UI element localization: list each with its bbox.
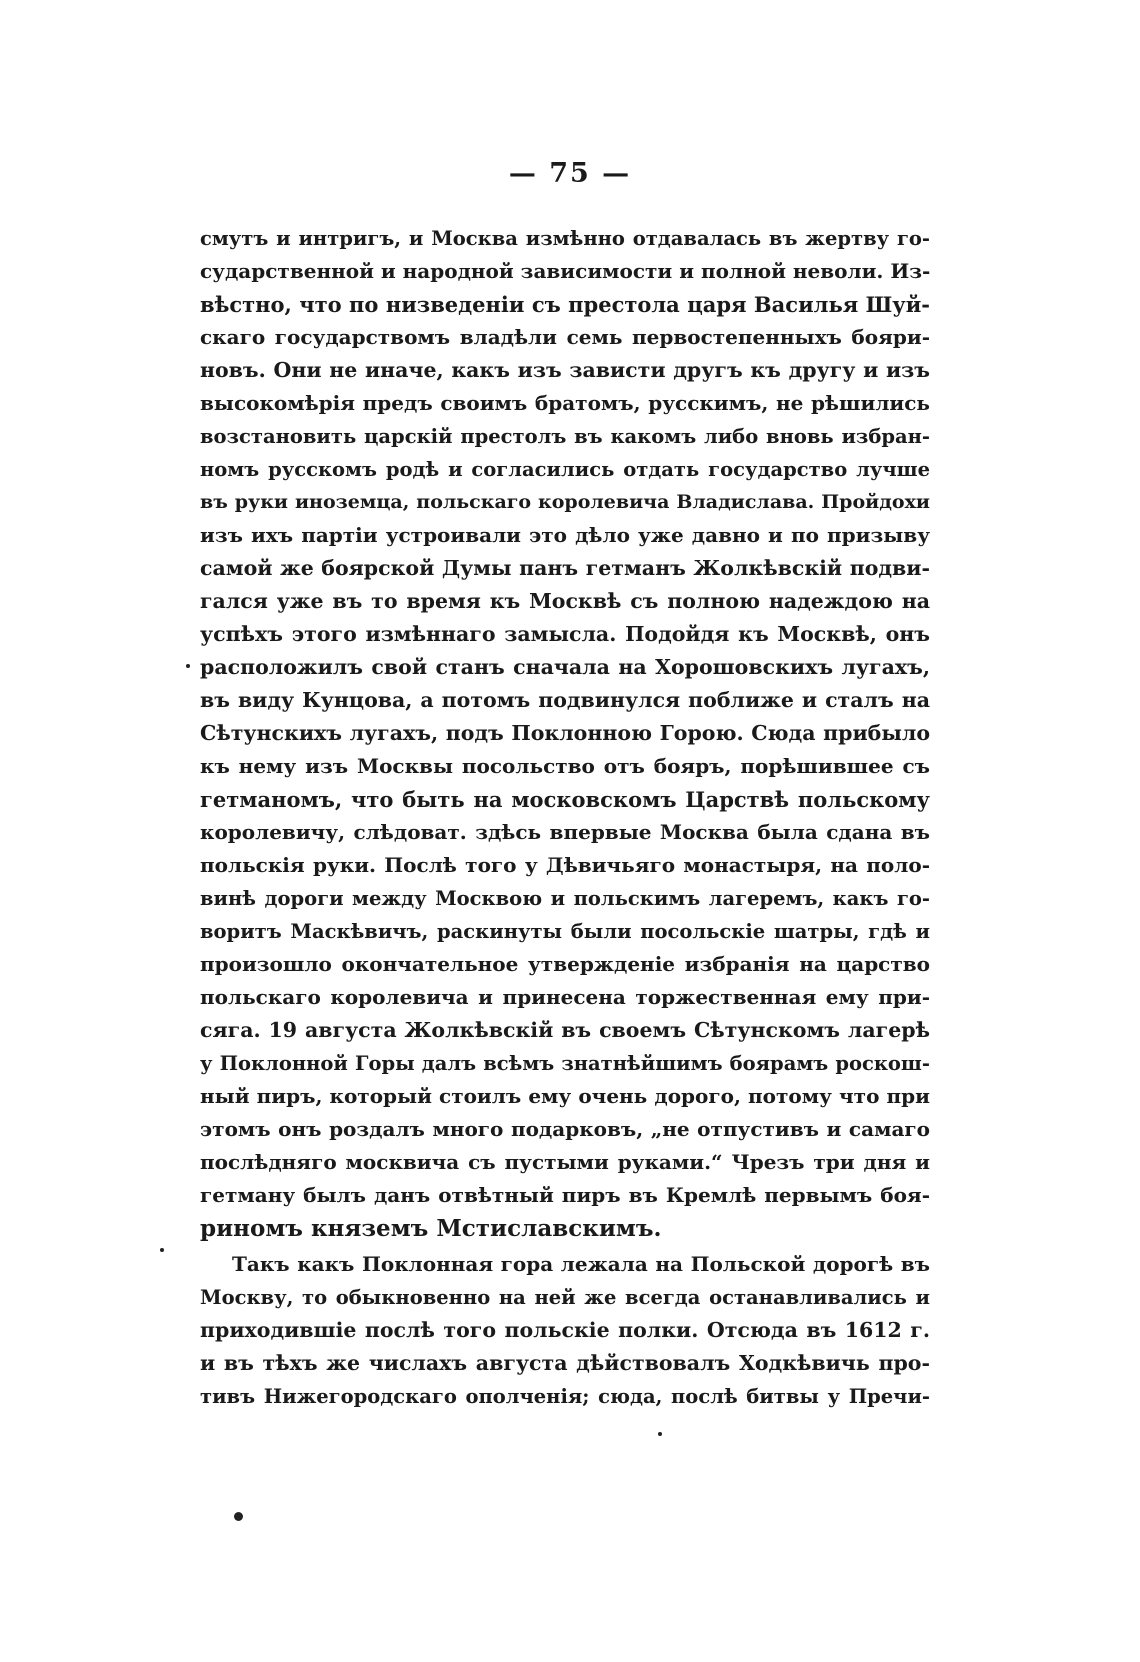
text-line: вѣстно, что по низведеніи съ престола царя Василья Шуй-: [200, 292, 930, 317]
text-line: произошло окончательное утвержденіе избранія на царство: [200, 952, 930, 976]
text-line: польскія руки. Послѣ того у Дѣвичьяго монастыря, на поло-: [200, 853, 930, 877]
text-line: смутъ и интригъ, и Москва измѣнно отдавалась въ жертву го-: [200, 227, 930, 250]
text-line: риномъ княземъ Мстиславскимъ.: [200, 1215, 662, 1242]
text-line: приходившіе послѣ того польскіе полки. Отсюда въ 1612 г.: [200, 1318, 930, 1342]
text-line: винѣ дороги между Москвою и польскимъ лагеремъ, какъ го-: [200, 887, 930, 910]
text-line: гетману былъ данъ отвѣтный пиръ въ Кремлѣ первымъ боя-: [200, 1183, 930, 1207]
text-line: этомъ онъ роздалъ много подарковъ, „не отпустивъ и самаго: [200, 1117, 930, 1141]
text-line: новъ. Они не иначе, какъ изъ зависти другъ къ другу и изъ: [200, 358, 930, 382]
text-line: Москву, то обыкновенно на ней же всегда останавливались и: [200, 1286, 930, 1309]
text-line: сударственной и народной зависимости и полной неволи. Из-: [200, 259, 931, 283]
text-line: ный пиръ, который стоилъ ему очень дорого, потому что при: [200, 1084, 930, 1108]
text-line: изъ ихъ партіи устроивали это дѣло уже давно и по призыву: [200, 523, 930, 547]
text-line: гался уже въ то время къ Москвѣ съ полною надеждою на: [200, 589, 930, 613]
text-line: воритъ Маскѣвичъ, раскинуты были посольскіе шатры, гдѣ и: [200, 920, 930, 943]
text-line: расположилъ свой станъ сначала на Хорошовскихъ лугахъ,: [200, 655, 930, 679]
text-line: сяга. 19 августа Жолкѣвскій въ своемъ Сѣтунскомъ лагерѣ: [200, 1018, 930, 1042]
paragraph-2: [200, 1248, 930, 1413]
text-line: въ виду Кунцова, а потомъ подвинулся поближе и сталъ на: [200, 688, 930, 712]
body-text: [200, 222, 930, 1413]
text-line: королевичу, слѣдоват. здѣсь впервые Москва была сдана въ: [200, 820, 930, 844]
text-line: успѣхъ этого измѣннаго замысла. Подойдя къ Москвѣ, онъ: [200, 622, 930, 646]
scan-speck: [234, 1512, 243, 1521]
text-line: самой же боярской Думы панъ гетманъ Жолкѣвскій подви-: [200, 556, 930, 580]
text-line: Сѣтунскихъ лугахъ, подъ Поклонною Горою. Сюда прибыло: [200, 721, 930, 745]
text-line: тивъ Нижегородскаго ополченія; сюда, послѣ битвы у Пречи-: [200, 1385, 930, 1408]
text-line: возстановить царскій престолъ въ какомъ либо вновь избран-: [200, 425, 930, 448]
scan-speck: [186, 664, 190, 668]
text-line: въ руки иноземца, польскаго королевича Владислава. Пройдохи: [200, 491, 930, 513]
page-number: — 75 —: [508, 158, 632, 189]
text-line: высокомѣрія предъ своимъ братомъ, русскимъ, не рѣшились: [200, 391, 930, 415]
text-line: у Поклонной Горы далъ всѣмъ знатнѣйшимъ боярамъ роскош-: [200, 1052, 930, 1075]
text-line: гетманомъ, что быть на московскомъ Царствѣ польскому: [200, 787, 930, 812]
text-line: къ нему изъ Москвы посольство отъ бояръ, порѣшившее съ: [200, 754, 930, 778]
paragraph-1: [200, 222, 930, 1245]
text-line: послѣдняго москвича съ пустыми руками.“ Чрезъ три дня и: [200, 1150, 930, 1174]
text-line: польскаго королевича и принесена торжественная ему при-: [200, 985, 930, 1009]
text-line: Такъ какъ Поклонная гора лежала на Польской дорогѣ въ: [232, 1252, 930, 1276]
text-line: номъ русскомъ родѣ и согласились отдать государство лучше: [200, 458, 930, 481]
scan-speck: [160, 1248, 164, 1252]
text-line: и въ тѣхъ же числахъ августа дѣйствовалъ Ходкѣвичь про-: [200, 1351, 930, 1375]
text-line: скаго государствомъ владѣли семь первостепенныхъ бояри-: [200, 325, 930, 349]
scan-speck: [658, 1432, 662, 1436]
